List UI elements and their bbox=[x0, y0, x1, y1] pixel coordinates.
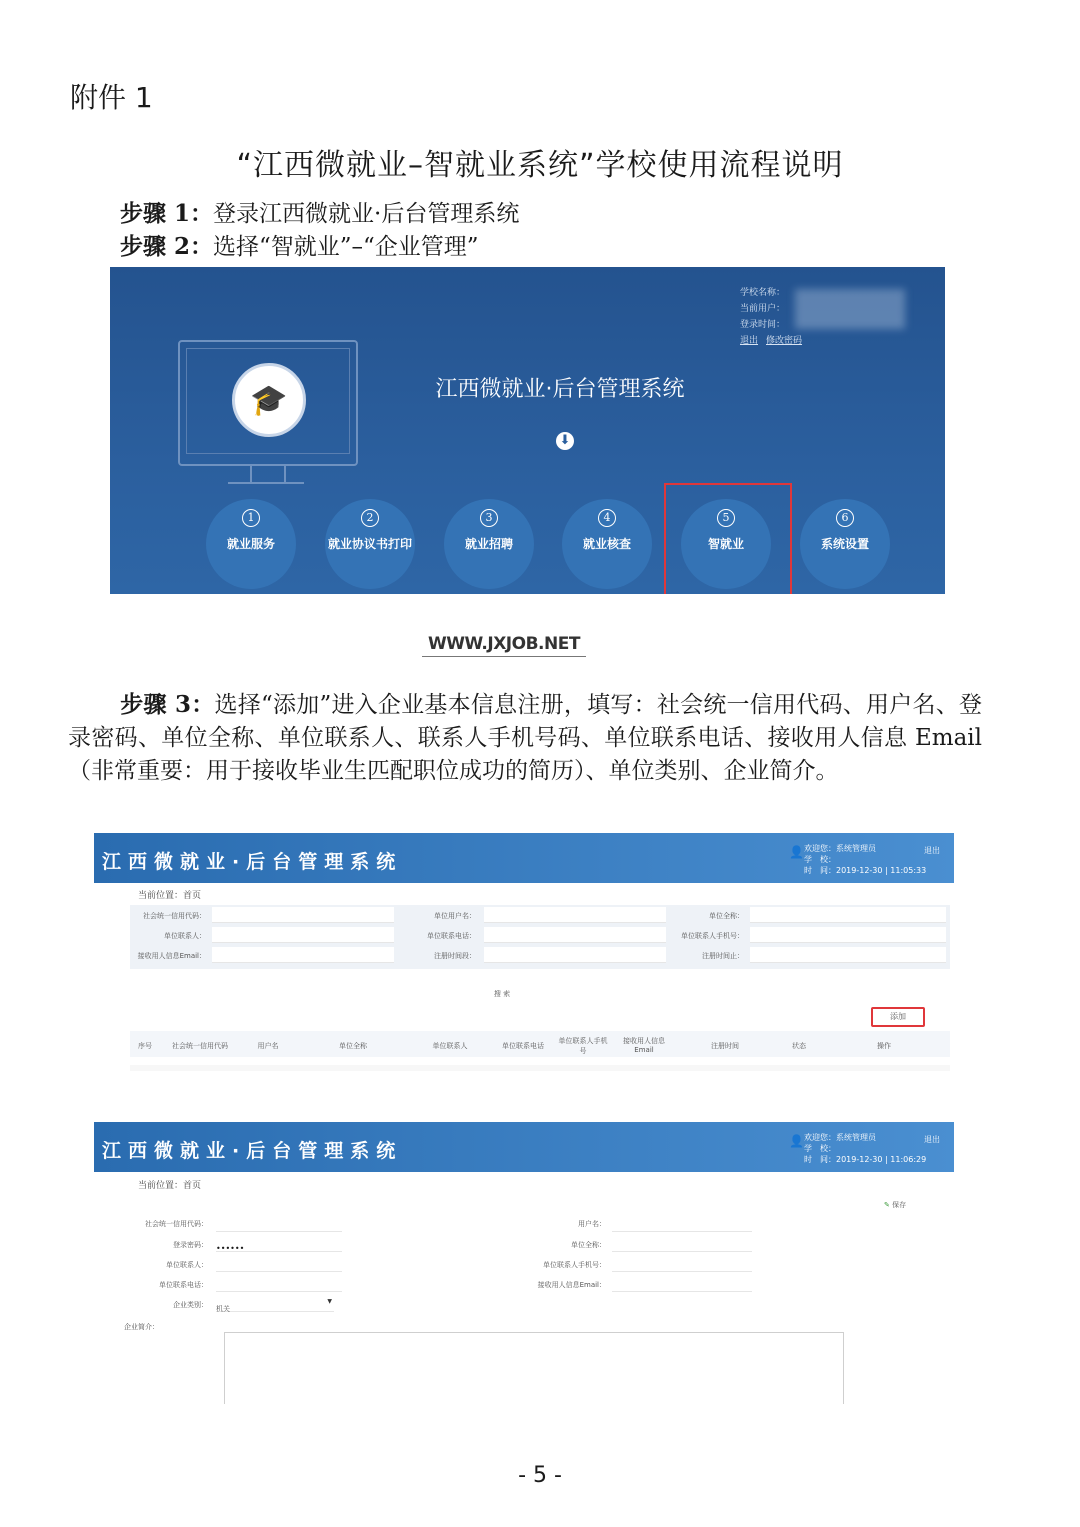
module-system-settings[interactable] bbox=[800, 499, 890, 589]
filter-label: 注册时间止： bbox=[702, 952, 744, 960]
step-2-label: 步骤 2： bbox=[120, 233, 214, 260]
add-button[interactable]: 添加 bbox=[871, 1007, 925, 1027]
add-enterprise-screenshot bbox=[94, 1122, 954, 1404]
header-meta bbox=[804, 1132, 926, 1165]
current-user-label: 当前用户： bbox=[740, 304, 786, 314]
filter-input[interactable] bbox=[212, 947, 394, 963]
module-number: 3 bbox=[480, 509, 498, 527]
column-header: 单位联系电话 bbox=[502, 1042, 544, 1050]
filter-input[interactable] bbox=[212, 927, 394, 943]
column-header: 操作 bbox=[877, 1042, 891, 1050]
monitor-base bbox=[228, 482, 304, 484]
step-3-paragraph bbox=[68, 688, 982, 788]
graduation-cap-icon: 🎓 bbox=[250, 382, 288, 418]
column-header: 单位全称 bbox=[339, 1042, 367, 1050]
intro-textarea[interactable] bbox=[224, 1332, 844, 1404]
filter-input[interactable] bbox=[750, 907, 946, 923]
breadcrumb: 当前位置：首页 bbox=[138, 891, 202, 901]
module-label: 系统设置 bbox=[820, 537, 869, 551]
welcome-text: 欢迎您：系统管理员 bbox=[804, 844, 876, 853]
step-3-label: 步骤 3： bbox=[120, 691, 215, 718]
filter-label: 单位用户名： bbox=[434, 912, 476, 920]
email-input[interactable] bbox=[612, 1276, 752, 1292]
school-logo bbox=[232, 363, 306, 437]
admin-system-name: 江西微就业·后台管理系统 bbox=[102, 851, 403, 873]
time-text: 时 间：2019-12-30 | 11:05:33 bbox=[804, 866, 927, 875]
form-label: 登录密码： bbox=[173, 1241, 208, 1249]
module-recruitment[interactable] bbox=[444, 499, 534, 589]
column-header: 单位联系人手机号 bbox=[558, 1037, 608, 1055]
module-label: 就业协议书打印 bbox=[327, 537, 412, 551]
module-number: 4 bbox=[598, 509, 616, 527]
column-header: 注册时间 bbox=[711, 1042, 739, 1050]
form-label: 单位联系电话： bbox=[159, 1281, 208, 1289]
filter-input[interactable] bbox=[750, 947, 946, 963]
step-2-text: 选择“智就业”–“企业管理” bbox=[213, 234, 479, 260]
module-label: 就业核查 bbox=[582, 537, 631, 551]
filter-label: 社会统一信用代码： bbox=[143, 912, 206, 920]
column-header: 单位联系人 bbox=[432, 1042, 468, 1050]
filter-label: 接收用人信息Email： bbox=[137, 952, 206, 960]
module-employment-service[interactable] bbox=[206, 499, 296, 589]
step-2 bbox=[120, 228, 479, 261]
user-icon: 👤 bbox=[789, 845, 804, 859]
column-header: 社会统一信用代码 bbox=[172, 1042, 228, 1050]
filter-input[interactable] bbox=[212, 907, 394, 923]
admin-header bbox=[94, 833, 954, 883]
redacted-info bbox=[795, 289, 905, 329]
save-icon: ✎ bbox=[884, 1201, 890, 1209]
form-label: 用户名： bbox=[578, 1220, 606, 1228]
step-3-text: 选择“添加”进入企业基本信息注册，填写：社会统一信用代码、用户名、登录密码、单位全称、单位联系人、联系人手机号码、单位联系电话、接收用人信息 Email（非常重要：用于接收毕业生匹配职位成功的简历）、单位类别、企业简介。 bbox=[68, 692, 982, 784]
column-header: 序号 bbox=[138, 1042, 152, 1050]
filter-label: 单位全称： bbox=[709, 912, 744, 920]
filter-label: 单位联系人： bbox=[164, 932, 206, 940]
filter-input[interactable] bbox=[750, 927, 946, 943]
form-label: 单位全称： bbox=[571, 1241, 606, 1249]
admin-header bbox=[94, 1122, 954, 1172]
dropdown-arrow-icon: ▼ bbox=[327, 1298, 332, 1305]
welcome-text: 欢迎您：系统管理员 bbox=[804, 1133, 876, 1142]
username-input[interactable] bbox=[612, 1216, 752, 1232]
form-label: 单位联系人手机号： bbox=[543, 1261, 606, 1269]
logout-link[interactable]: 退出 bbox=[924, 1135, 940, 1144]
step-1 bbox=[120, 195, 519, 228]
save-label: 保存 bbox=[892, 1201, 907, 1209]
module-label: 智就业 bbox=[707, 537, 744, 551]
credit-code-input[interactable] bbox=[216, 1216, 342, 1232]
module-label: 就业招聘 bbox=[464, 537, 513, 551]
user-icon: 👤 bbox=[789, 1134, 804, 1148]
attachment-label: 附件 1 bbox=[70, 81, 153, 114]
module-label: 就业服务 bbox=[226, 537, 275, 551]
category-select[interactable] bbox=[216, 1296, 334, 1312]
module-agreement-print[interactable] bbox=[325, 499, 415, 589]
column-header: 状态 bbox=[792, 1042, 806, 1050]
school-text: 学 校： bbox=[804, 855, 836, 864]
monitor-stand bbox=[250, 464, 286, 482]
header-meta bbox=[804, 843, 926, 876]
enterprise-list-screenshot bbox=[94, 833, 954, 1073]
column-header: 用户名 bbox=[257, 1042, 279, 1050]
module-number: 5 bbox=[717, 509, 735, 527]
change-password-link[interactable]: 修改密码 bbox=[766, 336, 803, 346]
school-text: 学 校： bbox=[804, 1144, 836, 1153]
step-1-text: 登录江西微就业·后台管理系统 bbox=[213, 201, 520, 227]
document-title: “江西微就业–智就业系统”学校使用流程说明 bbox=[236, 148, 844, 183]
form-label: 单位联系人： bbox=[166, 1261, 208, 1269]
website-watermark: WWW.JXJOB.NET bbox=[422, 634, 586, 657]
step-1-label: 步骤 1： bbox=[120, 200, 214, 227]
module-number: 2 bbox=[361, 509, 379, 527]
mobile-input[interactable] bbox=[612, 1256, 752, 1272]
highlight-box bbox=[664, 483, 792, 594]
filter-label: 单位联系电话： bbox=[427, 932, 476, 940]
admin-system-name: 江西微就业·后台管理系统 bbox=[102, 1140, 403, 1162]
table-row bbox=[130, 1065, 950, 1071]
form-label: 企业类别： bbox=[173, 1301, 208, 1309]
filter-label: 单位联系人手机号： bbox=[681, 932, 744, 940]
filter-label: 注册时间段： bbox=[434, 952, 476, 960]
category-value: 机关 bbox=[216, 1305, 230, 1313]
search-button[interactable]: 搜 索 bbox=[493, 990, 511, 998]
fullname-input[interactable] bbox=[612, 1236, 752, 1252]
column-header: 接收用人信息Email bbox=[623, 1037, 665, 1054]
admin-home-screenshot bbox=[110, 267, 945, 594]
password-value: •••••• bbox=[216, 1244, 245, 1253]
page-number: - 5 - bbox=[518, 1463, 562, 1488]
breadcrumb: 当前位置：首页 bbox=[138, 1181, 202, 1191]
system-title: 江西微就业·后台管理系统 bbox=[435, 377, 685, 402]
intro-label: 企业简介： bbox=[124, 1323, 159, 1331]
logout-link[interactable]: 退出 bbox=[924, 846, 940, 855]
module-number: 6 bbox=[836, 509, 854, 527]
filter-input[interactable] bbox=[484, 947, 666, 963]
down-arrow-icon: ⬇ bbox=[556, 432, 574, 450]
phone-input[interactable] bbox=[216, 1276, 342, 1292]
school-name-label: 学校名称： bbox=[740, 288, 786, 298]
form-label: 社会统一信用代码： bbox=[145, 1220, 208, 1228]
filter-input[interactable] bbox=[484, 907, 666, 923]
login-time-label: 登录时间： bbox=[740, 320, 786, 330]
save-button[interactable] bbox=[884, 1200, 928, 1210]
form-label: 接收用人信息Email： bbox=[537, 1281, 606, 1289]
time-text: 时 间：2019-12-30 | 11:06:29 bbox=[804, 1155, 927, 1164]
contact-input[interactable] bbox=[216, 1256, 342, 1272]
logout-link[interactable]: 退出 bbox=[740, 336, 759, 346]
password-input[interactable] bbox=[216, 1236, 342, 1252]
module-number: 1 bbox=[242, 509, 260, 527]
module-verification[interactable] bbox=[562, 499, 652, 589]
filter-input[interactable] bbox=[484, 927, 666, 943]
